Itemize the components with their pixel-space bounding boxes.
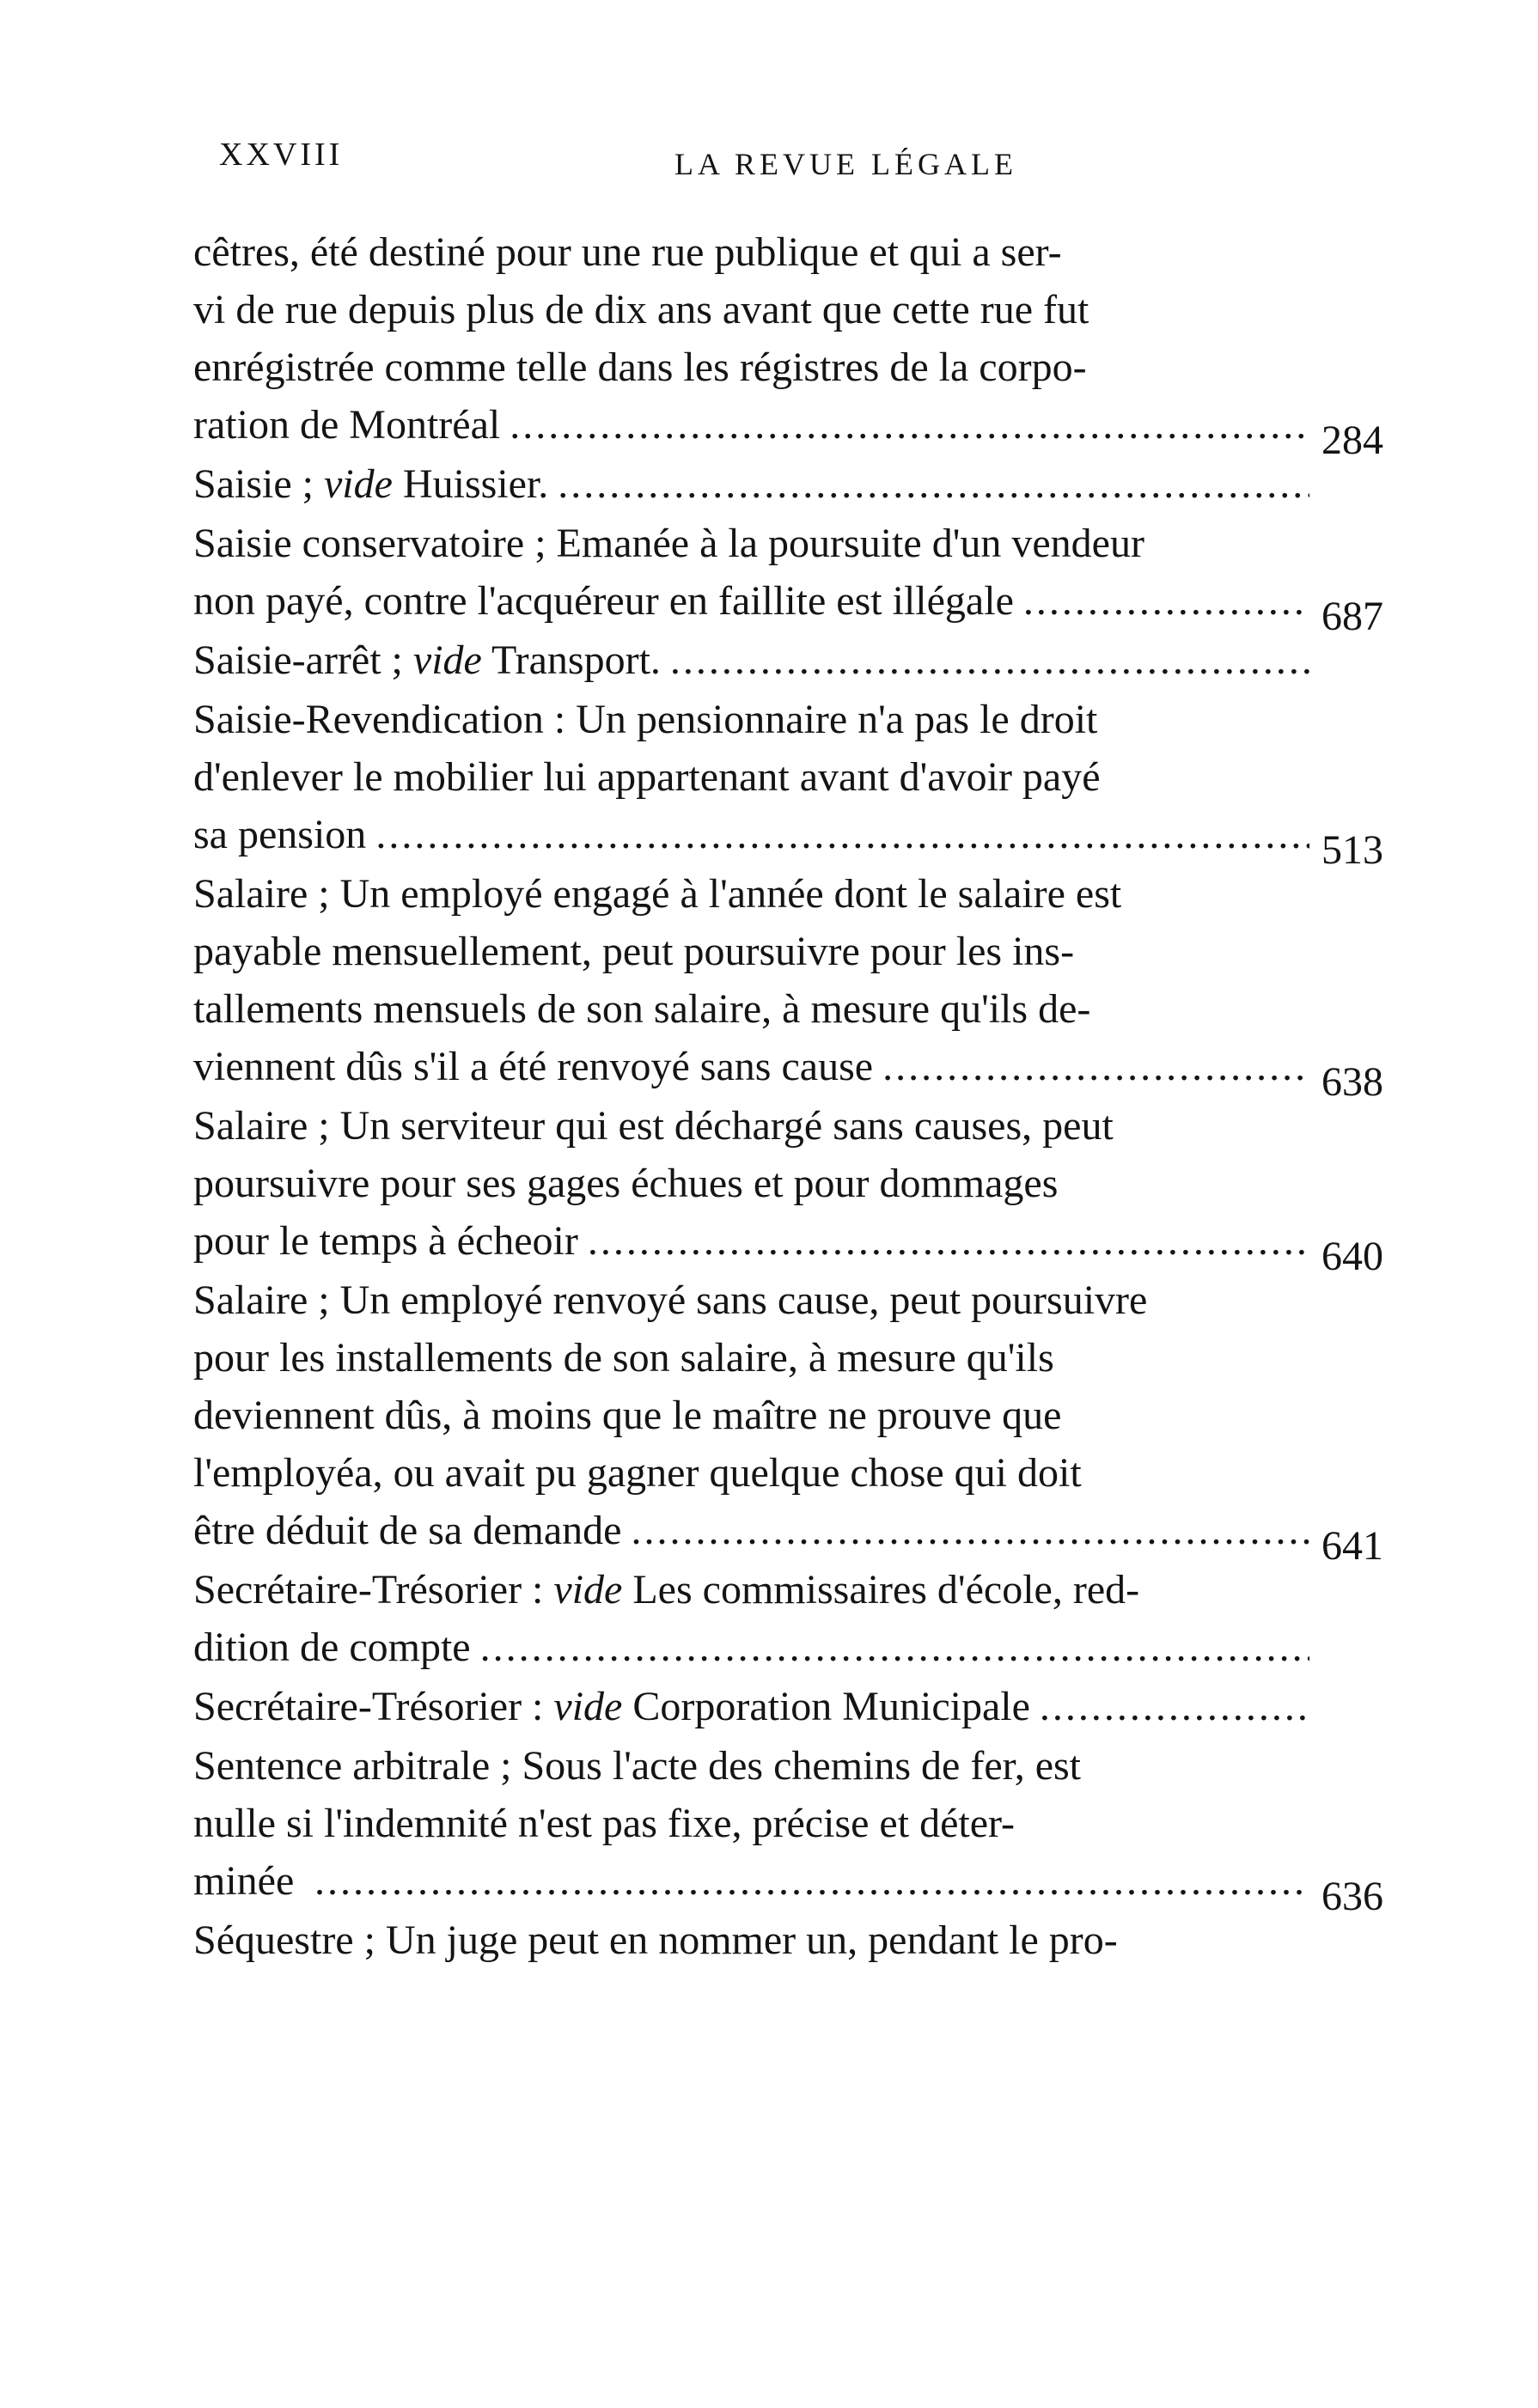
leader-dots [626,1502,1309,1559]
entry-tail [193,1911,1118,1969]
entry-last-text: viennent dûs s'il a été renvoyé sans cause [193,1044,874,1089]
index-entries [193,223,1383,1971]
entry-line [193,1097,1383,1155]
entry-leader-line [193,1212,1383,1279]
leader-dots [310,1852,1309,1910]
leader-dots [583,1212,1309,1270]
page-reference: 638 [1321,1059,1383,1105]
entry-line: nulle si l'indemnité n'est pas fixe, précise et déter- [193,1801,1016,1846]
entry-line: payable mensuellement, peut poursuivre pour les ins- [193,929,1075,974]
entry-line [193,1561,1383,1619]
index-entry [193,1737,1383,1919]
entry-heading: Saisie-Revendication : [193,697,566,742]
index-entry [193,691,1383,873]
page-reference: 641 [1321,1523,1383,1569]
entry-leader-line [193,1038,1383,1105]
leader-dots [476,1619,1309,1676]
entry-vide: vide [553,1684,623,1729]
entry-text: Sous l'acte des chemins de fer, est [522,1743,1082,1789]
entry-heading: Salaire ; [193,1103,330,1149]
entry-heading: Saisie-arrêt ; [193,637,403,683]
entry-leader-line [193,396,1383,463]
entry-text: Un serviteur qui est déchargé sans causes, peut [339,1103,1114,1149]
entry-line: vi de rue depuis plus de dix ans avant que cette rue fut [193,287,1089,332]
leader-dots [878,1038,1309,1095]
entry-last-text: pour le temps à écheoir [193,1218,578,1264]
running-title: LA REVUE LÉGALE [674,147,1017,181]
entry-text: Emanée à la poursuite d'un vendeur [556,521,1144,566]
entry-line: enrégistrée comme telle dans les régistres de la corpo- [193,344,1087,390]
page-reference: 513 [1321,827,1383,873]
folio-number: XXVIII [219,137,344,173]
entry-last-text: non payé, contre l'acquéreur en faillite est illégale [193,578,1014,624]
entry-heading: Sentence arbitrale ; [193,1743,512,1789]
entry-heading: Séquestre ; [193,1917,375,1963]
entry-line [193,691,1383,748]
entry-tail [193,572,1014,630]
entry-leader-line [193,572,1383,639]
entry-text: Les commissaires d'école, red- [632,1567,1140,1612]
index-entry [193,1911,1383,1969]
entry-heading: Secrétaire-Trésorier : [193,1567,544,1612]
index-entry [193,1678,1383,1735]
index-entry [193,223,1383,463]
entry-text: Un pensionnaire n'a pas le droit [576,697,1098,742]
entry-tail [193,396,501,454]
entry-leader-line [193,1678,1383,1735]
entry-tail [193,1678,1030,1735]
entry-line [193,223,1383,281]
entry-heading: Saisie conservatoire ; [193,521,546,566]
leader-dots [666,631,1309,689]
leader-dots [553,455,1309,513]
entry-leader-line [193,455,1383,513]
entry-last-text: être déduit de sa demande [193,1508,622,1553]
entry-vide: vide [324,461,393,507]
entry-line: deviennent dûs, à moins que le maître ne prouve que [193,1393,1062,1438]
entry-last-text: minée [193,1858,295,1904]
index-entry [193,1561,1383,1676]
entry-last-text: dition de compte [193,1625,471,1670]
index-entry [193,631,1383,689]
entry-last-text: Transport. [491,637,661,683]
entry-heading: Salaire ; [193,1277,330,1323]
entry-heading: Salaire ; [193,871,330,917]
leader-dots [1019,572,1309,630]
entry-line [193,1271,1383,1329]
entry-heading: Secrétaire-Trésorier : [193,1684,544,1729]
entry-tail [193,806,367,863]
entry-line [193,515,1383,572]
entry-leader-line [193,1502,1383,1569]
leader-dots [505,396,1309,454]
page-reference: 636 [1321,1874,1383,1919]
entry-vide: vide [412,637,482,683]
entry-last-text: ration de Montréal [193,402,501,448]
page-reference: 284 [1321,418,1383,463]
entry-text: Un employé engagé à l'année dont le salaire est [339,871,1122,917]
entry-line [193,1737,1383,1795]
entry-leader-line [193,631,1383,689]
index-entry [193,515,1383,639]
entry-leader-line [193,1619,1383,1676]
entry-line: d'enlever le mobilier lui appartenant avant d'avoir payé [193,754,1101,800]
entry-leader-line [193,806,1383,873]
leader-dots [1035,1678,1309,1735]
entry-tail [193,1502,622,1559]
entry-text: Un employé renvoyé sans cause, peut poursuivre [339,1277,1148,1323]
entry-line [193,865,1383,923]
entry-last-text: Huissier. [402,461,549,507]
entry-text: cêtres, été destiné pour une rue publique et qui a ser- [193,229,1062,275]
entry-line: l'employéa, ou avait pu gagner quelque chose qui doit [193,1450,1082,1496]
entry-tail [193,1619,471,1676]
entry-vide: vide [553,1567,623,1612]
entry-leader-line [193,1852,1383,1919]
entry-leader-line [193,1911,1383,1969]
entry-tail [193,1212,578,1270]
index-entry [193,865,1383,1105]
entry-tail [193,1038,874,1095]
index-entry [193,455,1383,513]
page-reference: 640 [1321,1234,1383,1279]
page-header [219,136,1362,187]
entry-line: poursuivre pour ses gages échues et pour dommages [193,1161,1059,1206]
page-reference: 687 [1321,594,1383,639]
leader-dots [371,806,1309,863]
entry-tail [193,455,549,513]
entry-last-text: Un juge peut en nommer un, pendant le pro- [385,1917,1118,1963]
entry-heading: Saisie ; [193,461,314,507]
entry-line: tallements mensuels de son salaire, à mesure qu'ils de- [193,986,1091,1032]
entry-line: pour les installements de son salaire, à mesure qu'ils [193,1335,1054,1381]
entry-last-text: Corporation Municipale [632,1684,1030,1729]
index-entry [193,1097,1383,1279]
entry-tail [193,631,661,689]
index-entry [193,1271,1383,1569]
entry-last-text: sa pension [193,812,367,857]
